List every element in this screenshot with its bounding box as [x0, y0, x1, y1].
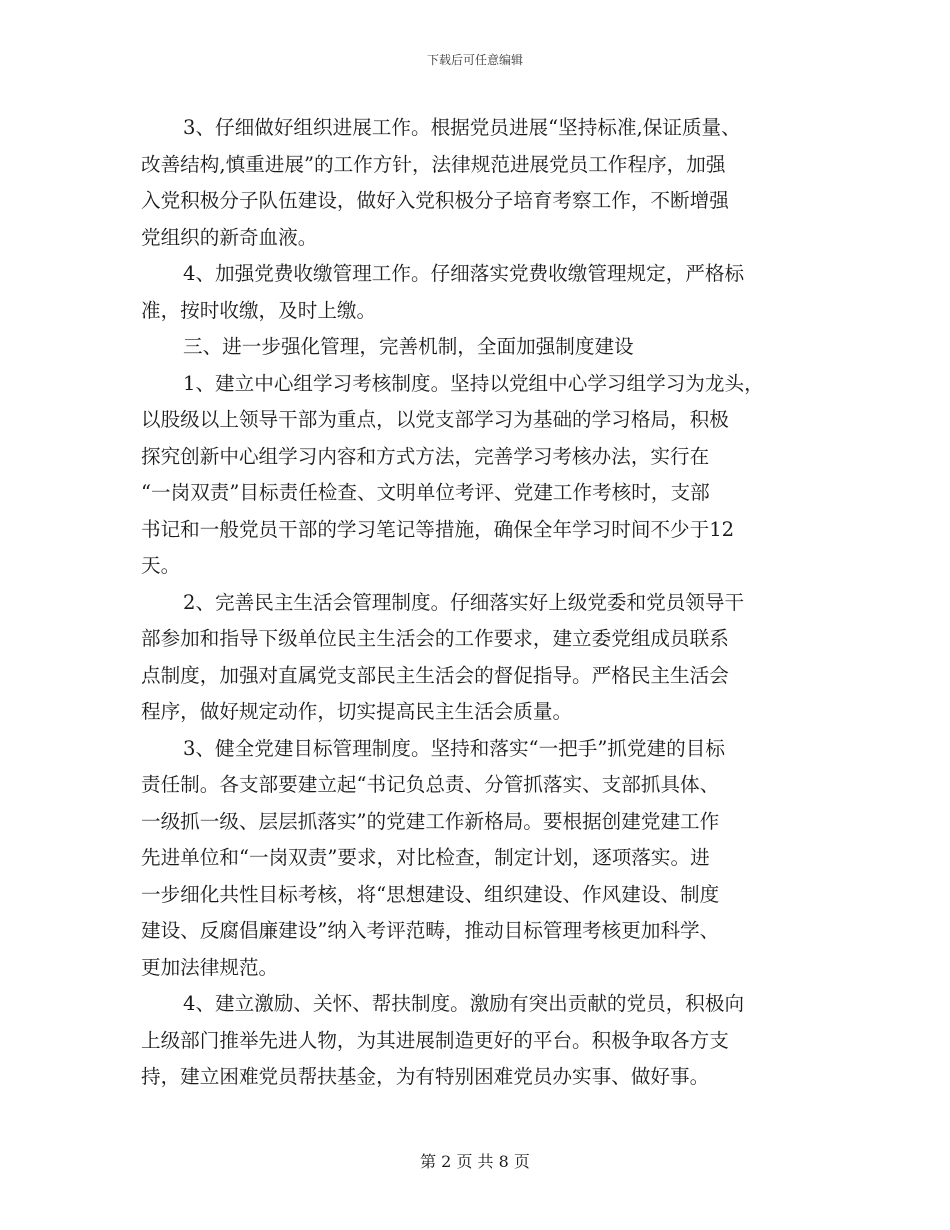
paragraph	[141, 585, 821, 731]
page-number: 第 2 页 共 8 页	[420, 1152, 530, 1171]
text-line: 责任制。各支部要建立起“书记负总责、分管抓落实、支部抓具体、	[141, 773, 720, 796]
text-line: “一岗双责”目标责任检查、文明单位考评、党建工作考核时，支部	[141, 481, 710, 504]
text-line: 先进单位和“一岗双责”要求，对比检查，制定计划，逐项落实。进	[141, 846, 710, 869]
paragraph	[141, 731, 821, 987]
paragraph	[141, 256, 821, 329]
text-line: 3、仔细做好组织进展工作。根据党员进展“坚持标准,保证质量、	[183, 116, 741, 139]
page-header: 下载后可任意编辑	[426, 53, 523, 67]
text-line: 点制度，加强对直属党支部民主生活会的督促指导。严格民主生活会	[141, 663, 729, 687]
text-line: 一级抓一级、层层抓落实”的党建工作新格局。要根据创建党建工作	[141, 809, 720, 833]
text-line: 4、建立激励、关怀、帮扶制度。激励有突出贡献的党员，积极向	[183, 992, 745, 1015]
text-line: 更加法律规范。	[141, 955, 279, 979]
paragraph	[141, 329, 821, 366]
paragraph	[141, 366, 821, 585]
text-line: 程序，做好规定动作，切实提高民主生活会质量。	[141, 700, 573, 723]
text-line: 准，按时收缴，及时上缴。	[141, 298, 377, 322]
text-line: 党组织的新奇血液。	[141, 225, 318, 249]
text-line: 书记和一般党员干部的学习笔记等措施，确保全年学习时间不少于12	[141, 517, 735, 541]
text-line: 持，建立困难党员帮扶基金，为有特别困难党员办实事、做好事。	[141, 1065, 710, 1088]
text-line: 2、完善民主生活会管理制度。仔细落实好上级党委和党员领导干	[183, 590, 745, 614]
paragraph	[141, 110, 821, 256]
text-line: 改善结构,慎重进展”的工作方针，法律规范进展党员工作程序，加强	[141, 152, 726, 176]
text-line: 探究创新中心组学习内容和方式方法，完善学习考核办法，实行在	[141, 444, 710, 468]
text-line: 以股级以上领导干部为重点，以党支部学习为基础的学习格局，积极	[141, 408, 729, 431]
text-line: 三、进一步强化管理，完善机制，全面加强制度建设	[183, 335, 634, 358]
text-line: 部参加和指导下级单位民主生活会的工作要求，建立委党组成员联系	[141, 627, 729, 650]
text-line: 建设、反腐倡廉建设”纳入考评范畴，推动目标管理考核更加科学、	[141, 919, 720, 942]
text-line: 上级部门推举先进人物，为其进展制造更好的平台。积极争取各方支	[141, 1028, 729, 1052]
paragraph	[141, 986, 821, 1096]
text-line: 1、建立中心组学习考核制度。坚持以党组中心学习组学习为龙头，	[183, 371, 764, 395]
text-line: 入党积极分子队伍建设，做好入党积极分子培育考察工作，不断增强	[141, 189, 729, 212]
text-line: 一步细化共性目标考核，将“思想建设、组织建设、作风建设、制度	[141, 882, 720, 906]
text-line: 4、加强党费收缴管理工作。仔细落实党费收缴管理规定，严格标	[183, 262, 745, 285]
text-line: 天。	[141, 554, 181, 577]
document-body	[141, 110, 821, 1096]
text-line: 3、健全党建目标管理制度。坚持和落实“一把手”抓党建的目标	[183, 736, 725, 760]
